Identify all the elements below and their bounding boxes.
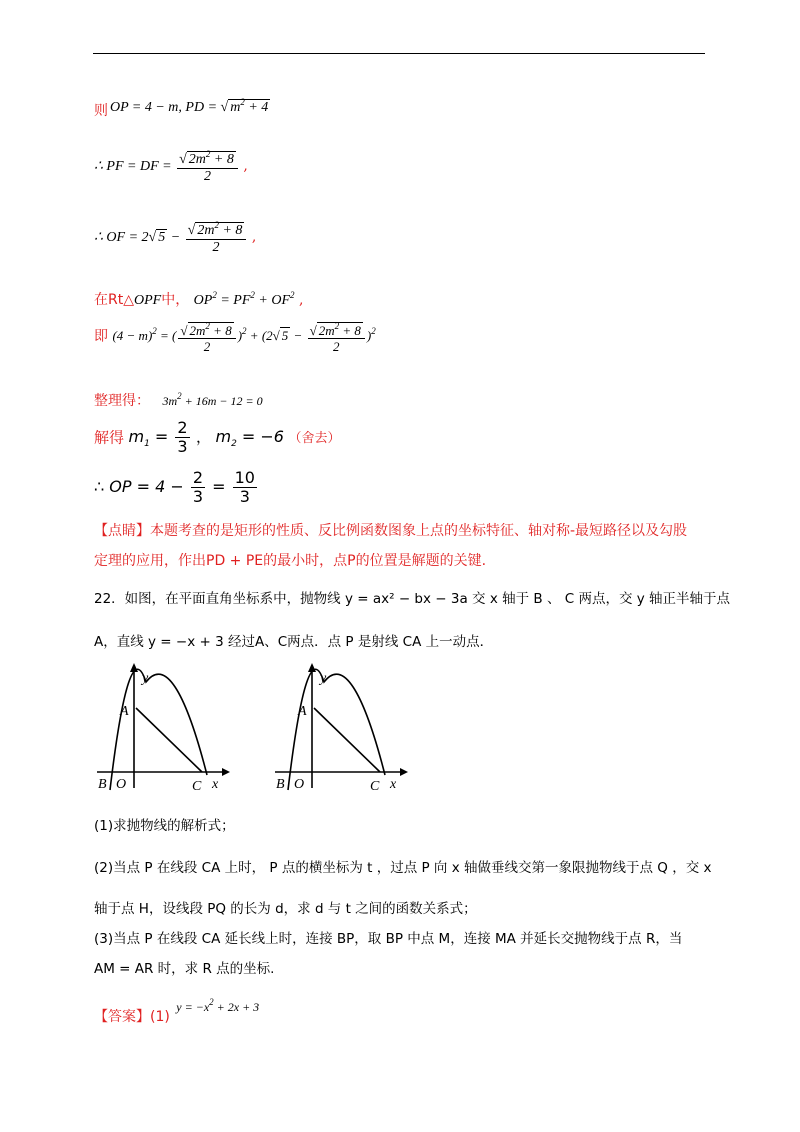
svg-text:y: y: [142, 671, 149, 686]
svg-text:A: A: [298, 704, 307, 719]
svg-text:C: C: [370, 779, 380, 794]
part-3-line-2: AM = AR 时，求 R 点的坐标.: [94, 961, 275, 977]
part-3-line-1: (3)当点 P 在线段 CA 延长线上时，连接 BP，取 BP 中点 M，连接 MA 并延长交抛物线于点 R，当: [94, 931, 683, 947]
svg-text:B: B: [276, 777, 285, 792]
solution-line-3: ∴ OF = 2√ 5 − $\frac{√ 2m^2 + 8}{2}$ ,: [94, 220, 257, 255]
svg-text:O: O: [116, 777, 127, 792]
solution-line-6: 整理得： $3m^2 + 16m - 12 = 0$: [94, 391, 263, 409]
solution-line-8: ∴ OP = 4 − $\frac{2}{3}$ = $\frac{10}{3}$: [94, 468, 255, 506]
figure-left: [92, 660, 232, 800]
answer-line: 【答案】(1) $y = -x^2 + 2x + 3$: [94, 997, 260, 1025]
solution-line-1: 则 OP = 4 − m, PD = √ $m^2 + 4$: [94, 97, 269, 119]
comment-line-1: 【点睛】本题考查的是矩形的性质、反比例函数图象上点的坐标特征、轴对称-最短路径以及勾股: [94, 523, 688, 539]
part-2-line-1: (2)当点 P 在线段 CA 上时， P 点的横坐标为 t ，过点 P 向 x 轴做垂线交第一象限抛物线于点 Q ，交 x: [94, 860, 712, 876]
svg-text:x: x: [390, 777, 397, 792]
svg-text:y: y: [320, 671, 327, 686]
solution-line-7: 解得 $m_1$ = $\frac{2}{3}$ ， $m_2 = -6$ （舍去）: [94, 418, 341, 456]
figure-right: [270, 660, 410, 800]
svg-text:C: C: [192, 779, 202, 794]
solution-line-4: 在Rt△OPF中， $OP^2 = PF^2 + OF^2$ ,: [94, 290, 304, 308]
svg-text:B: B: [98, 777, 107, 792]
header-rule: [93, 53, 705, 54]
question-22-line-1: 22．如图，在平面直角坐标系中，抛物线 y = ax² − bx − 3a 交 x 轴于 B 、 C 两点，交 y 轴正半轴于点: [94, 591, 731, 607]
svg-text:O: O: [294, 777, 305, 792]
part-2-line-2: 轴于点 H，设线段 PQ 的长为 d，求 d 与 t 之间的函数关系式；: [94, 901, 477, 917]
svg-text:A: A: [120, 704, 129, 719]
solution-line-2: ∴ PF = DF = $\frac{√ 2m^2 + 8}{2}$ ,: [94, 149, 248, 184]
svg-text:x: x: [212, 777, 219, 792]
comment-line-2: 定理的应用，作出PD + PE的最小时，点P的位置是解题的关键.: [94, 553, 487, 569]
solution-line-5: 即 $(4 - m)^2$ = ( $\frac{√ 2m^2 + 8}{2}$ )$^2$ + (2√ 5 − $\frac{√ 2m^2 + 8}{2}$ )$^2$: [94, 321, 376, 354]
question-22-line-2: A，直线 y = −x + 3 经过A、C两点．点 P 是射线 CA 上一动点．: [94, 634, 494, 650]
part-1: (1)求抛物线的解析式；: [94, 818, 235, 834]
math-op-pd: OP = 4 − m, PD = √ $m^2 + 4$: [110, 97, 269, 115]
